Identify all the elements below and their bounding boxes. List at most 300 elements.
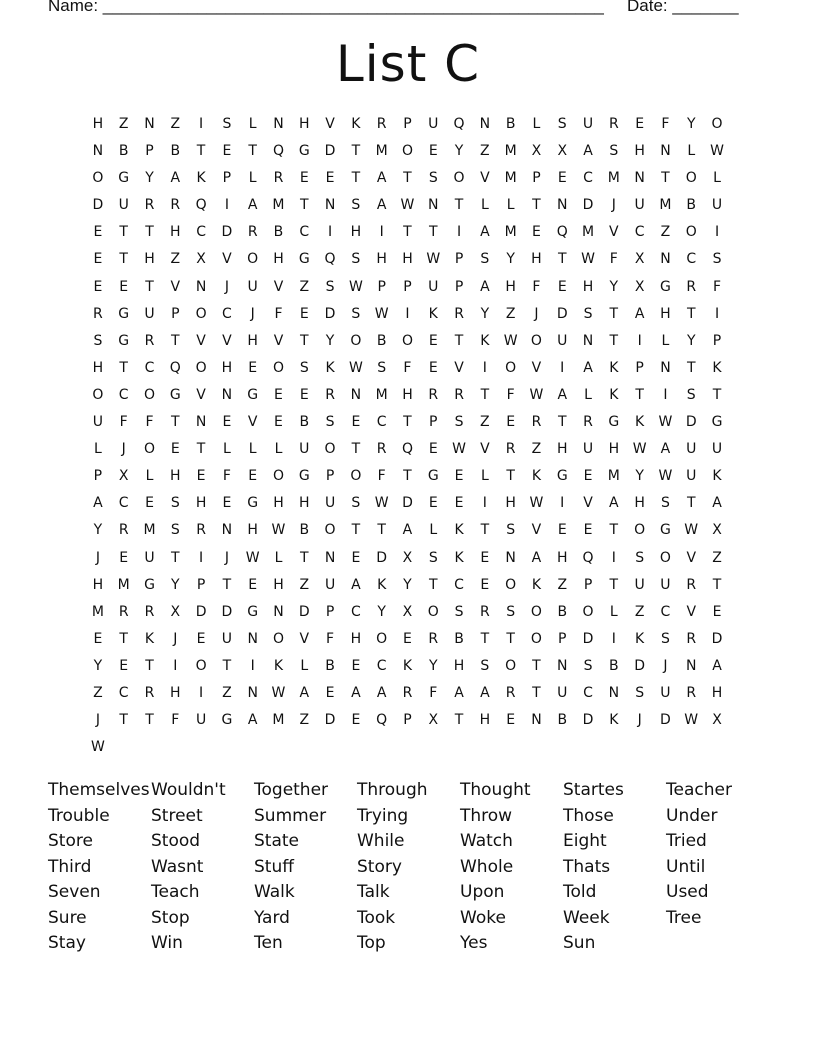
grid-letter: Z: [118, 116, 129, 132]
grid-letter: E: [480, 576, 490, 593]
grid-letter: A: [531, 549, 542, 566]
grid-letter: T: [532, 684, 541, 701]
grid-letter: E: [248, 359, 258, 376]
word-bank-item: Summer: [254, 805, 327, 826]
grid-letter: C: [583, 684, 593, 701]
grid-letter: C: [634, 224, 645, 241]
grid-letter: V: [480, 170, 490, 187]
grid-letter: O: [505, 576, 517, 593]
grid-letter: N: [608, 684, 620, 701]
grid-letter: L: [274, 441, 283, 458]
grid-letter: R: [583, 414, 593, 431]
grid-letter: K: [609, 712, 619, 729]
grid-letter: M: [504, 170, 517, 187]
grid-letter: Z: [557, 576, 568, 593]
grid-letter: H: [273, 251, 284, 268]
grid-letter: U: [557, 684, 568, 701]
grid-letter: H: [221, 359, 233, 376]
grid-letter: W: [374, 305, 389, 322]
grid-letter: I: [173, 657, 178, 674]
grid-letter: I: [405, 305, 410, 322]
grid-letter: O: [143, 441, 155, 458]
grid-letter: X: [428, 712, 439, 729]
grid-letter: S: [660, 495, 670, 512]
grid-letter: Y: [93, 522, 103, 539]
grid-letter: L: [274, 549, 283, 566]
grid-letter: P: [583, 576, 593, 593]
grid-letter: H: [247, 332, 258, 349]
grid-letter: Y: [325, 332, 335, 349]
grid-letter: S: [454, 603, 464, 620]
grid-letter: G: [298, 143, 310, 160]
grid-letter: M: [375, 386, 388, 403]
grid-letter: E: [119, 657, 129, 674]
grid-letter: W: [529, 495, 544, 512]
grid-letter: U: [324, 495, 336, 512]
grid-letter: S: [686, 386, 696, 403]
word-bank-item: Sun: [563, 933, 596, 953]
grid-letter: I: [714, 305, 720, 322]
grid-letter: P: [377, 278, 386, 295]
grid-letter: E: [351, 414, 361, 431]
grid-letter: W: [348, 359, 363, 376]
grid-letter: O: [350, 332, 362, 349]
grid-letter: Z: [660, 224, 671, 241]
grid-letter: W: [348, 278, 363, 295]
grid-letter: S: [351, 251, 361, 268]
grid-letter: K: [196, 170, 206, 187]
grid-letter: W: [90, 739, 105, 756]
grid-letter: U: [711, 197, 723, 214]
grid-letter: T: [635, 386, 644, 403]
word-bank-item: Yes: [460, 933, 488, 953]
grid-letter: K: [454, 549, 464, 566]
grid-letter: F: [274, 305, 283, 322]
grid-letter: H: [247, 522, 258, 539]
grid-letter: M: [504, 143, 517, 160]
grid-letter: L: [532, 116, 541, 132]
grid-letter: D: [298, 603, 310, 620]
grid-letter: T: [377, 522, 386, 539]
grid-letter: R: [454, 305, 464, 322]
grid-letter: R: [686, 684, 697, 701]
grid-letter: H: [634, 495, 645, 512]
grid-letter: O: [195, 359, 207, 376]
grid-letter: M: [272, 197, 285, 214]
grid-letter: M: [607, 468, 620, 485]
grid-letter: O: [324, 522, 336, 539]
date-field[interactable]: Date: _______: [627, 0, 739, 15]
grid-letter: E: [712, 603, 722, 620]
grid-letter: L: [609, 603, 618, 620]
grid-letter: G: [660, 522, 671, 539]
grid-letter: M: [272, 712, 285, 729]
grid-letter: R: [144, 603, 155, 620]
grid-letter: A: [583, 143, 593, 160]
grid-letter: A: [480, 278, 490, 295]
grid-letter: G: [169, 386, 181, 403]
grid-letter: T: [145, 224, 154, 241]
grid-letter: A: [299, 684, 310, 701]
grid-letter: A: [247, 712, 258, 729]
grid-letter: N: [221, 522, 233, 539]
grid-letter: T: [454, 332, 464, 349]
grid-letter: N: [195, 414, 207, 431]
grid-letter: M: [581, 224, 595, 241]
grid-letter: P: [712, 332, 722, 349]
grid-letter: S: [170, 495, 180, 512]
grid-letter: E: [454, 468, 464, 485]
word-bank-item: Thought: [460, 780, 531, 800]
grid-letter: R: [608, 116, 619, 132]
grid-letter: N: [247, 630, 258, 647]
word-bank-item: Upon: [460, 882, 505, 902]
grid-letter: C: [196, 224, 206, 241]
grid-letter: H: [608, 441, 620, 458]
grid-letter: L: [429, 522, 438, 539]
grid-letter: C: [118, 495, 129, 512]
grid-letter: O: [272, 630, 284, 647]
grid-letter: P: [429, 414, 438, 431]
grid-letter: D: [582, 712, 594, 729]
grid-letter: S: [93, 332, 103, 349]
grid-letter: B: [557, 712, 568, 729]
grid-letter: Y: [377, 603, 386, 620]
grid-letter: V: [222, 332, 232, 349]
grid-letter: K: [325, 359, 335, 376]
grid-letter: H: [453, 657, 465, 674]
grid-letter: B: [686, 197, 697, 214]
grid-letter: O: [350, 468, 362, 485]
grid-letter: Y: [506, 251, 515, 268]
grid-letter: E: [403, 630, 412, 647]
grid-letter: O: [247, 251, 259, 268]
grid-letter: E: [351, 549, 361, 566]
grid-letter: T: [119, 630, 128, 647]
grid-letter: W: [503, 332, 518, 349]
grid-letter: Z: [170, 251, 181, 268]
grid-letter: K: [402, 657, 413, 674]
grid-letter: U: [92, 414, 104, 431]
grid-letter: I: [560, 495, 565, 512]
grid-letter: E: [557, 278, 567, 295]
grid-letter: V: [480, 441, 490, 458]
grid-letter: L: [93, 441, 102, 458]
grid-letter: E: [351, 712, 361, 729]
grid-letter: N: [582, 332, 594, 349]
grid-letter: S: [377, 359, 387, 376]
word-bank-item: Stay: [48, 933, 86, 953]
grid-letter: U: [660, 576, 671, 593]
grid-letter: X: [531, 143, 542, 160]
grid-letter: E: [222, 414, 232, 431]
grid-letter: E: [506, 414, 516, 431]
grid-letter: O: [685, 170, 697, 187]
grid-letter: E: [583, 522, 593, 539]
grid-letter: E: [428, 332, 438, 349]
grid-letter: U: [660, 684, 671, 701]
grid-letter: F: [403, 359, 412, 376]
grid-letter: Q: [195, 197, 207, 214]
grid-letter: T: [532, 197, 541, 214]
grid-letter: T: [609, 305, 619, 322]
grid-letter: F: [222, 468, 231, 485]
grid-letter: A: [376, 197, 387, 214]
grid-letter: E: [93, 251, 103, 268]
grid-letter: E: [248, 576, 258, 593]
grid-letter: T: [145, 278, 154, 295]
grid-letter: Z: [170, 116, 181, 132]
grid-letter: J: [121, 441, 126, 458]
grid-letter: C: [376, 657, 387, 674]
grid-letter: P: [635, 359, 644, 376]
grid-letter: E: [428, 359, 438, 376]
grid-letter: E: [351, 657, 361, 674]
grid-letter: R: [402, 684, 413, 701]
grid-letter: B: [299, 414, 310, 431]
grid-letter: A: [454, 684, 464, 701]
grid-letter: I: [714, 224, 720, 241]
grid-letter: E: [119, 278, 129, 295]
grid-letter: O: [401, 332, 413, 349]
grid-letter: T: [351, 143, 361, 160]
grid-letter: E: [454, 495, 464, 512]
grid-letter: D: [402, 495, 413, 512]
grid-letter: L: [584, 386, 592, 403]
grid-letter: T: [403, 224, 412, 241]
grid-letter: A: [480, 224, 490, 241]
grid-letter: Z: [480, 143, 490, 160]
grid-letter: S: [222, 116, 232, 132]
grid-letter: H: [144, 251, 155, 268]
grid-letter: Z: [222, 684, 232, 701]
grid-letter: W: [374, 495, 389, 512]
grid-letter: E: [274, 414, 283, 431]
grid-letter: J: [534, 305, 539, 322]
grid-letter: A: [634, 305, 645, 322]
grid-letter: H: [531, 251, 542, 268]
grid-letter: D: [324, 712, 336, 729]
grid-letter: H: [170, 224, 181, 241]
grid-letter: I: [199, 684, 204, 701]
grid-letter: E: [274, 386, 283, 403]
grid-letter: D: [92, 197, 104, 214]
grid-letter: V: [531, 522, 542, 539]
grid-letter: R: [505, 684, 516, 701]
grid-letter: O: [453, 170, 465, 187]
grid-letter: P: [196, 576, 206, 593]
grid-letter: G: [608, 414, 620, 431]
grid-letter: D: [711, 630, 723, 647]
word-bank-item: Seven: [48, 882, 101, 902]
grid-letter: Y: [403, 576, 412, 593]
grid-letter: S: [428, 549, 438, 566]
grid-letter: H: [556, 549, 568, 566]
grid-letter: G: [247, 495, 259, 512]
grid-letter: Z: [299, 278, 310, 295]
grid-letter: N: [350, 386, 362, 403]
grid-letter: T: [196, 441, 206, 458]
grid-letter: S: [583, 657, 593, 674]
grid-letter: B: [273, 224, 284, 241]
grid-letter: A: [351, 684, 361, 701]
word-bank-item: Store: [48, 831, 93, 851]
grid-letter: T: [403, 468, 412, 485]
grid-letter: W: [658, 414, 673, 431]
word-bank-item: Talk: [357, 882, 390, 902]
grid-letter: Q: [582, 549, 594, 566]
word-bank-item: Street: [151, 805, 203, 826]
grid-letter: O: [505, 657, 517, 674]
grid-letter: P: [171, 305, 180, 322]
grid-letter: O: [634, 522, 646, 539]
grid-letter: S: [609, 143, 619, 160]
grid-letter: T: [454, 712, 464, 729]
grid-letter: L: [713, 170, 721, 187]
grid-letter: Q: [453, 116, 465, 132]
grid-letter: J: [663, 657, 668, 674]
grid-letter: T: [712, 386, 722, 403]
grid-letter: I: [663, 386, 668, 403]
grid-letter: N: [247, 684, 258, 701]
grid-letter: U: [221, 630, 232, 647]
grid-letter: U: [557, 332, 568, 349]
grid-letter: R: [428, 386, 439, 403]
grid-letter: G: [247, 386, 259, 403]
grid-letter: V: [273, 332, 284, 349]
grid-letter: V: [196, 386, 206, 403]
grid-letter: T: [480, 630, 490, 647]
grid-letter: N: [273, 116, 284, 132]
grid-letter: R: [686, 278, 697, 295]
grid-letter: H: [582, 278, 594, 295]
grid-letter: I: [482, 359, 487, 376]
grid-letter: U: [634, 197, 645, 214]
grid-letter: F: [326, 630, 335, 647]
grid-letter: T: [686, 305, 696, 322]
grid-letter: G: [221, 712, 233, 729]
grid-letter: N: [660, 359, 671, 376]
grid-letter: P: [325, 468, 335, 485]
grid-letter: K: [531, 576, 542, 593]
grid-letter: U: [634, 576, 645, 593]
grid-letter: G: [118, 305, 130, 322]
word-bank-item: Took: [357, 907, 396, 928]
grid-letter: D: [221, 603, 233, 620]
grid-letter: C: [350, 603, 361, 620]
grid-letter: B: [557, 603, 568, 620]
letter-grid: [85, 114, 730, 764]
grid-letter: W: [400, 197, 415, 214]
grid-letter: L: [300, 657, 309, 674]
grid-letter: R: [93, 305, 103, 322]
grid-letter: M: [117, 576, 130, 593]
grid-letter: W: [658, 468, 673, 485]
grid-letter: R: [144, 684, 155, 701]
grid-letter: H: [505, 495, 516, 512]
grid-letter: Q: [169, 359, 181, 376]
grid-letter: Q: [272, 143, 284, 160]
grid-letter: Z: [634, 603, 645, 620]
grid-letter: H: [92, 576, 104, 593]
grid-letter: V: [222, 251, 232, 268]
grid-letter: J: [637, 712, 642, 729]
grid-letter: E: [145, 495, 154, 512]
grid-letter: H: [711, 684, 723, 701]
grid-letter: H: [350, 630, 362, 647]
grid-letter: G: [118, 170, 130, 187]
grid-letter: M: [607, 170, 620, 187]
page-title: List C: [335, 35, 481, 93]
grid-letter: S: [660, 630, 670, 647]
grid-letter: Z: [299, 576, 310, 593]
grid-letter: G: [298, 468, 310, 485]
grid-letter: J: [224, 549, 229, 566]
grid-letter: M: [659, 197, 672, 214]
grid-letter: Y: [635, 468, 644, 485]
grid-letter: A: [376, 170, 387, 187]
grid-letter: W: [426, 251, 441, 268]
word-bank-item: Those: [563, 805, 614, 826]
grid-letter: N: [195, 278, 207, 295]
grid-letter: H: [402, 251, 413, 268]
grid-letter: T: [557, 251, 567, 268]
grid-letter: U: [144, 549, 155, 566]
grid-letter: D: [556, 305, 568, 322]
word-bank-item: Wouldn't: [151, 780, 226, 800]
grid-letter: F: [119, 414, 128, 431]
grid-letter: P: [558, 630, 567, 647]
grid-letter: Z: [712, 549, 722, 566]
grid-letter: M: [91, 603, 104, 620]
grid-letter: W: [581, 251, 595, 268]
grid-letter: X: [712, 712, 722, 729]
grid-letter: E: [299, 305, 309, 322]
word-bank-item: Stuff: [254, 856, 294, 877]
grid-letter: R: [325, 386, 335, 403]
grid-letter: R: [686, 576, 697, 593]
grid-letter: R: [454, 386, 464, 403]
grid-letter: L: [145, 468, 154, 485]
grid-letter: Z: [480, 414, 490, 431]
grid-letter: T: [609, 332, 619, 349]
grid-letter: E: [532, 224, 541, 241]
grid-letter: A: [376, 684, 387, 701]
grid-letter: W: [452, 441, 466, 458]
word-bank-item: Stood: [151, 831, 201, 851]
name-field[interactable]: Name: _____________________________________________________: [48, 0, 604, 15]
grid-letter: Q: [556, 224, 568, 241]
grid-letter: U: [686, 441, 697, 458]
grid-letter: J: [95, 549, 100, 566]
grid-letter: N: [634, 170, 645, 187]
grid-letter: G: [298, 251, 310, 268]
word-bank-item: Win: [151, 933, 183, 953]
grid-letter: A: [402, 522, 413, 539]
grid-letter: I: [199, 116, 204, 132]
grid-letter: Y: [609, 278, 619, 295]
grid-letter: F: [171, 712, 180, 729]
grid-letter: O: [530, 332, 542, 349]
grid-letter: X: [557, 143, 568, 160]
grid-letter: I: [199, 549, 204, 566]
grid-letter: E: [196, 468, 206, 485]
grid-letter: D: [324, 305, 336, 322]
grid-letter: E: [299, 170, 309, 187]
grid-letter: H: [273, 495, 284, 512]
grid-letter: T: [299, 197, 309, 214]
grid-letter: O: [659, 549, 671, 566]
